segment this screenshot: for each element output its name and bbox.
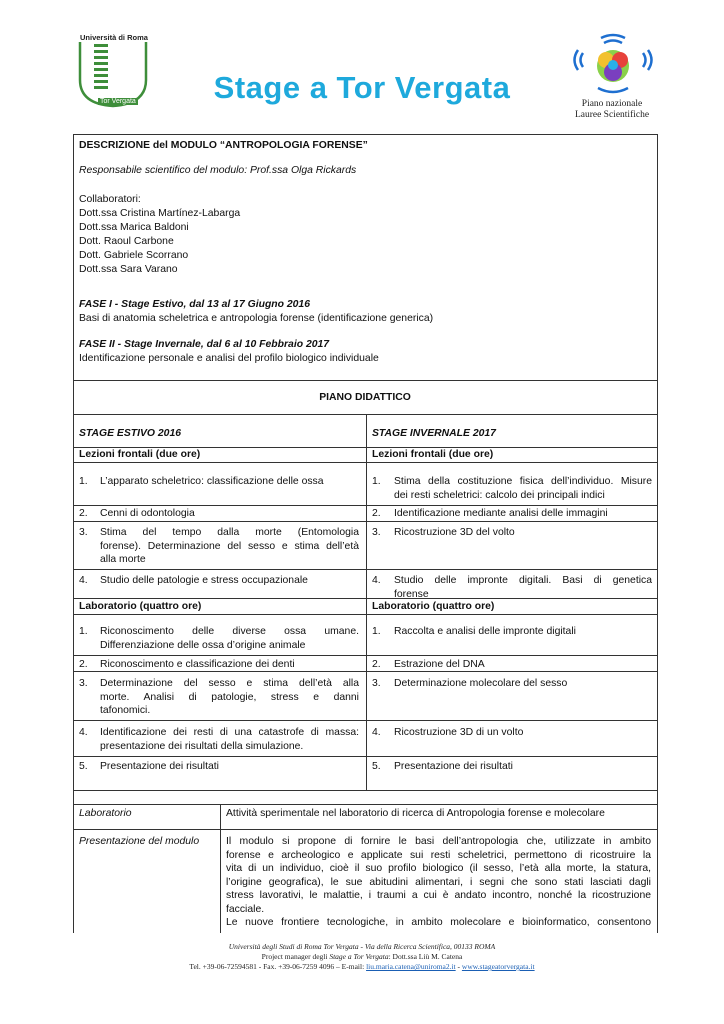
responsible: Responsabile scientifico del modulo: Prof.ssa Olga Rickards [79,165,357,176]
summer-lessons-label: Lezioni frontali (due ore) [79,449,201,460]
list-item: Presentazione dei risultati [394,761,513,772]
item-number: 1. [79,476,88,487]
lab-detail-text: Attività sperimentale nel laboratorio di ricerca di Antropologia forense e molecolare [226,808,605,819]
phase1-desc: Basi di anatomia scheletrica e antropologia forense (identificazione generica) [79,313,434,324]
list-item: Determinazione del sesso e stima dell’età alla morte. Analisi di patologie, stress e danni tafonomici. [100,678,359,716]
item-number: 3. [79,527,88,538]
list-item: Studio delle impronte digitali. Basi di genetica forense [394,575,652,600]
list-item: Studio delle patologie e stress occupazionale [100,575,308,586]
item-number: 3. [79,678,88,689]
footer-address: Università degli Studi di Roma Tor Vergata - Via della Ricerca Scientifica, 00133 ROMA [228,942,496,951]
page-title: Stage a Tor Vergata [213,70,511,105]
pls-caption [560,99,664,121]
collaborator: Dott. Gabriele Scorrano [79,250,189,261]
item-number: 1. [372,626,381,637]
list-item: Riconoscimento e classificazione dei denti [100,659,295,670]
item-number: 4. [372,727,381,738]
item-number: 3. [372,527,381,538]
list-item: Raccolta e analisi delle impronte digitali [394,626,576,637]
email-link[interactable]: liu.maria.catena@uniroma2.it [366,962,456,971]
item-number: 5. [79,761,88,772]
summer-lab-label: Laboratorio (quattro ore) [79,601,202,612]
description-prefix: DESCRIZIONE [79,140,151,151]
collaborator: Dott. Raoul Carbone [79,236,174,247]
list-item: Presentazione dei risultati [100,761,219,772]
item-number: 2. [372,508,381,519]
item-number: 5. [372,761,381,772]
website-link[interactable]: www.stageatorvergata.it [461,962,535,971]
item-number: 1. [372,476,381,487]
pls-caption-line1: Piano nazionale [581,99,643,109]
item-number: 1. [79,626,88,637]
list-item: Estrazione del DNA [394,659,485,670]
winter-heading: STAGE INVERNALE 2017 [372,428,496,439]
footer-manager: Project manager degli Stage a Tor Vergata: Dott.ssa Liù M. Catena [261,952,463,961]
collaborator: Dott.ssa Marica Baldoni [79,222,189,233]
item-number: 2. [372,659,381,670]
university-name: Università di Roma [80,33,148,42]
presentation-label: Presentazione del modulo [79,836,200,847]
phase2-title: FASE II - Stage Invernale, dal 6 al 10 Febbraio 2017 [79,339,330,350]
item-number: 4. [372,575,381,586]
footer-contacts: Tel. +39-06-72594581 - Fax. +39-06-7259 4096 – E-mail: liu.maria.catena@uniroma2.it - www.stageatorvergata.it [189,962,535,971]
list-item: Cenni di odontologia [100,508,195,519]
module-description-heading [79,139,368,153]
list-item: Ricostruzione 3D del volto [394,527,515,538]
phase1-title: FASE I - Stage Estivo, dal 13 al 17 Giugno 2016 [79,299,310,310]
list-item: Stima del tempo dalla morte (Entomologia forense). Determinazione del sesso e stima dell’età alla morte [100,527,359,565]
item-number: 2. [79,659,88,670]
summer-heading: STAGE ESTIVO 2016 [79,428,182,439]
presentation-text: Il modulo si propone di fornire le basi dell’antropologia che, utilizzate in ambito forense e archeologico e applicate sui resti scheletrici, permettono di ricostruire la vita di un individuo, cioè il suo profilo biologico (il sesso, l’età alla morte, la statura, l’origine geografica), le sue abitudini alimentari, i segni che sono stati lasciati dagli stress lavorativi, le malattie, i traumi a cui è andato incontro, nonché la ricostruzione facciale. Le nuove frontiere tecnologiche, in ambito molecolare e bioinformatico, consentono [226,836,651,928]
plan-title: PIANO DIDATTICO [319,392,411,403]
collaborator: Dott.ssa Cristina Martínez-Labarga [79,208,241,219]
list-item: Stima della costituzione fisica dell’individuo. Misure dei resti scheletrici: calcolo dei principali indici [394,476,652,501]
list-item: Determinazione molecolare del sesso [394,678,568,689]
footer [0,942,724,972]
collaborators-label: Collaboratori: [79,194,141,205]
list-item: L’apparato scheletrico: classificazione delle ossa [100,476,324,487]
description-rest: del MODULO “ANTROPOLOGIA FORENSE” [150,140,368,151]
winter-lab-label: Laboratorio (quattro ore) [372,601,495,612]
phase2-desc: Identificazione personale e analisi del profilo biologico individuale [79,353,379,364]
university-campus: Tor Vergata [100,98,136,105]
list-item: Identificazione mediante analisi delle immagini [394,508,608,519]
pls-caption-line2: Lauree Scientifiche [574,110,650,120]
collaborator: Dott.ssa Sara Varano [79,264,178,275]
item-number: 3. [372,678,381,689]
item-number: 4. [79,575,88,586]
pls-logo [568,30,658,98]
item-number: 4. [79,727,88,738]
lab-detail-label: Laboratorio [79,808,132,819]
list-item: Riconoscimento delle diverse ossa umane. Differenziazione delle ossa d’origine animale [100,626,359,651]
winter-lessons-label: Lezioni frontali (due ore) [372,449,494,460]
list-item: Ricostruzione 3D di un volto [394,727,524,738]
item-number: 2. [79,508,88,519]
list-item: Identificazione dei resti di una catastrofe di massa: presentazione dei risultati della simulazione. [100,727,359,752]
